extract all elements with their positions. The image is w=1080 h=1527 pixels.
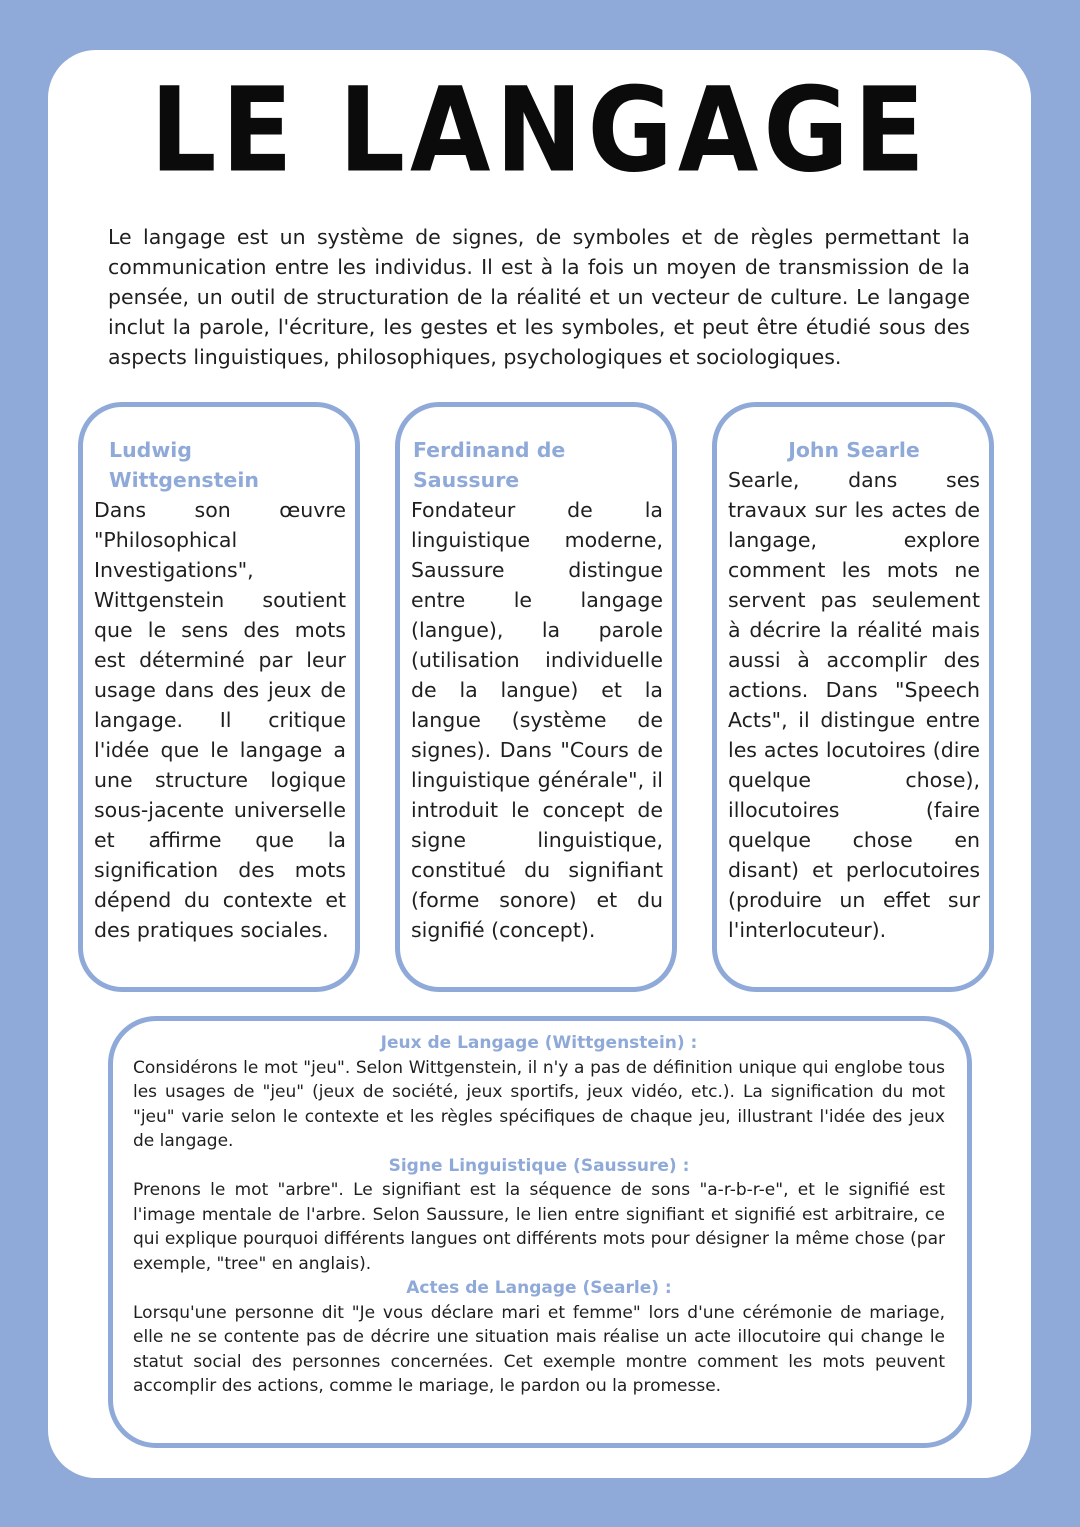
examples-box <box>108 1016 972 1448</box>
card-text: Fondateur de la linguistique moderne, Saussure distingue entre le langage (langue), la parole (utilisation individuelle de la langue) et la langue (système de signes). Dans "Cours de linguistique générale", il introduit le concept de signe linguistique, constitué du signifiant (forme sonore) et du signifié (concept). <box>411 498 663 942</box>
card-heading: Ludwig Wittgenstein <box>109 438 259 492</box>
card-searle <box>712 402 994 992</box>
card-saussure <box>395 402 677 992</box>
example-text-signe: Prenons le mot "arbre". Le signifiant est la séquence de sons "a-r-b-r-e", et le signifié est l'image mentale de l'arbre. Selon Saussure, le lien entre signifiant et signifié est arbitraire, ce qui explique pourquoi différents langues ont différents mots pour désigner la même chose (par exemple, "tree" en anglais). <box>133 1180 945 1274</box>
example-heading-actes: Actes de Langage (Searle) : <box>406 1278 672 1298</box>
card-text: Dans son œuvre "Philosophical Investigations", Wittgenstein soutient que le sens des mots est déterminé par leur usage dans des jeux de langage. Il critique l'idée que le langage a une structure logique sous-jacente universelle et affirme que la signification des mots dépend du contexte et des pratiques sociales. <box>94 498 346 942</box>
card-wittgenstein <box>78 402 360 992</box>
card-text: Searle, dans ses travaux sur les actes de langage, explore comment les mots ne servent pas seulement à décrire la réalité mais aussi à accomplir des actions. Dans "Speech Acts", il distingue entre les actes locutoires (dire quelque chose), illocutoires (faire quelque chose en disant) et perlocutoires (produire un effet sur l'interlocuteur). <box>728 468 980 942</box>
card-heading: Ferdinand de Saussure <box>413 438 566 492</box>
page-title: LE LANGAGE <box>150 62 930 199</box>
example-text-jeux: Considérons le mot "jeu". Selon Wittgenstein, il n'y a pas de définition unique qui englobe tous les usages de "jeu" (jeux de société, jeux sportifs, jeux vidéo, etc.). La signification du mot "jeu" varie selon le contexte et les règles spécifiques de chaque jeu, illustrant l'idée des jeux de langage. <box>133 1057 945 1151</box>
example-heading-jeux: Jeux de Langage (Wittgenstein) : <box>380 1033 698 1053</box>
example-text-actes: Lorsqu'une personne dit "Je vous déclare mari et femme" lors d'une cérémonie de mariage, elle ne se contente pas de décrire une situation mais réalise un acte illocutoire qui change le statut social des personnes concernées. Cet exemple montre comment les mots peuvent accomplir des actions, comme le mariage, le pardon ou la promesse. <box>133 1302 945 1396</box>
intro-paragraph: Le langage est un système de signes, de symboles et de règles permettant la communication entre les individus. Il est à la fois un moyen de transmission de la pensée, un outil de structuration de la réalité et un vecteur de culture. Le langage inclut la parole, l'écriture, les gestes et les symboles, et peut être étudié sous des aspects linguistiques, philosophiques, psychologiques et sociologiques. <box>108 225 970 369</box>
example-heading-signe: Signe Linguistique (Saussure) : <box>388 1155 690 1176</box>
card-heading: John Searle <box>788 438 920 462</box>
